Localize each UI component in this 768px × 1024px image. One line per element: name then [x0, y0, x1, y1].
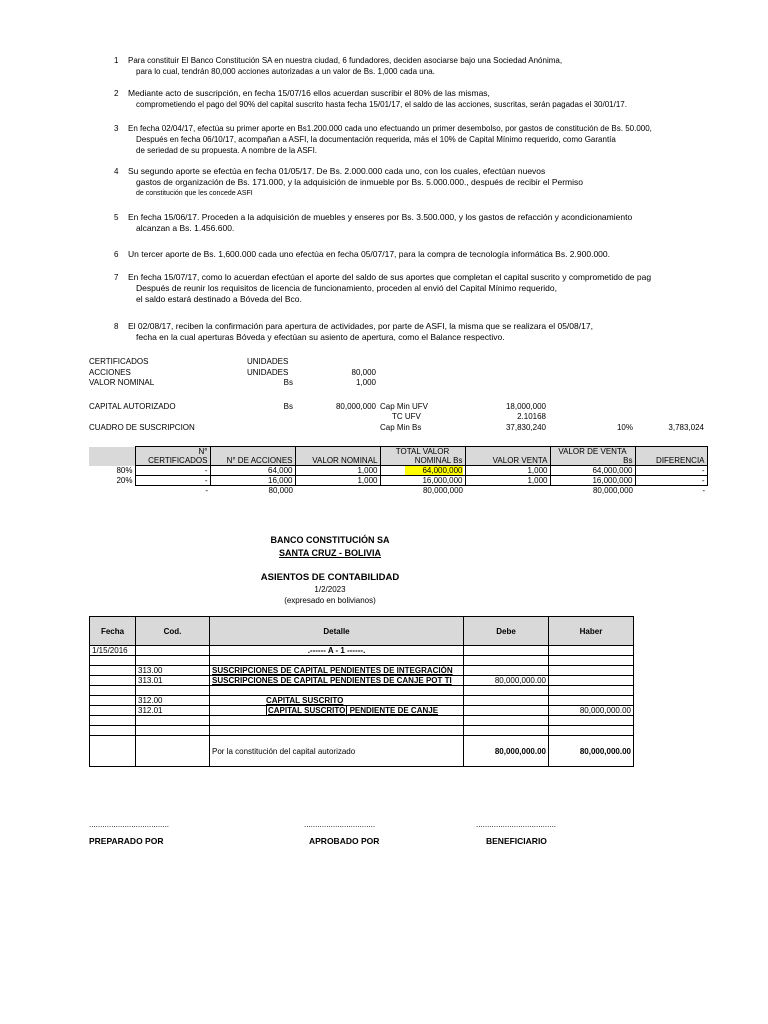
table-row	[90, 706, 634, 716]
table-cell: 1,000	[295, 466, 380, 476]
capital-autorizado-label: CAPITAL AUTORIZADO	[89, 402, 176, 411]
cap-min-ufv-value: 18,000,000	[505, 402, 546, 411]
total-cell	[295, 486, 380, 496]
bank-name: BANCO CONSTITUCIÓN SA	[270, 535, 390, 545]
col-acciones: N° DE ACCIONES	[210, 447, 295, 466]
signature-line-aprobado: ................................	[304, 820, 376, 829]
paragraph-line: gastos de organización de Bs. 171.000, y la adquisición de inmueble por Bs. 5.000.000., después de recibir el Permiso	[136, 177, 583, 187]
tc-ufv-label: TC UFV	[392, 412, 421, 421]
table-cell-highlight: 64,000,000	[380, 466, 465, 476]
journal-table	[89, 616, 634, 767]
table-cell: 1,000	[465, 476, 550, 486]
table-cell: -	[135, 476, 210, 486]
capital-autorizado-unit: Bs	[283, 402, 293, 411]
valor-nominal-label: VALOR NOMINAL	[89, 378, 155, 387]
cap-min-pct: 10%	[616, 423, 633, 432]
signature-line-preparado: ....................................	[89, 820, 170, 829]
total-cell: -	[702, 486, 705, 495]
paragraph-2	[114, 88, 627, 110]
table-cell: 16,000	[210, 476, 295, 486]
paragraph-line: comprometiendo el pago del 90% del capital suscrito hasta fecha 15/01/17, el saldo de las acciones, suscritas, serán pagadas el 30/01/17.	[136, 100, 627, 109]
paragraph-7	[114, 272, 652, 305]
table-totals-row	[90, 736, 634, 767]
paragraph-3	[114, 123, 652, 156]
page-title: ASIENTOS DE CONTABILIDAD	[260, 572, 400, 583]
table-row	[90, 716, 634, 726]
table-row	[90, 726, 634, 736]
account-code: 313.00	[136, 666, 210, 676]
table-cell: -	[635, 466, 707, 476]
table-row	[90, 696, 634, 706]
paragraph-line: En fecha 15/06/17. Proceden a la adquisición de muebles y enseres por Bs. 3.500.000, y los gastos de refacción y acondicionamiento	[128, 212, 633, 222]
header-detalle: Detalle	[210, 617, 464, 646]
haber-amount: 80,000,000.00	[549, 706, 634, 716]
paragraph-8	[114, 321, 593, 343]
total-debe: 80,000,000.00	[464, 736, 549, 767]
table-cell: 1,000	[465, 466, 550, 476]
total-cell: -	[205, 486, 208, 495]
total-cell	[465, 486, 550, 496]
cap-min-ufv-label: Cap Min UFV	[380, 402, 429, 411]
account-detail: CAPITAL SUSCRITO PENDIENTE DE CANJE	[210, 706, 464, 716]
bank-location: SANTA CRUZ - BOLIVIA	[279, 548, 381, 558]
table-header-row	[89, 447, 707, 466]
col-valor-de-venta: VALOR DE VENTA Bs	[550, 447, 635, 466]
acciones-unit: UNIDADES	[247, 368, 289, 377]
document-date: 1/2/2023	[314, 585, 346, 594]
account-detail: SUSCRIPCIONES DE CAPITAL PENDIENTES DE INTEGRACIÓN	[210, 666, 464, 676]
table-cell: 1,000	[295, 476, 380, 486]
table-cell: 16,000,000	[550, 476, 635, 486]
table-cell: -	[135, 466, 210, 476]
table-row	[89, 466, 707, 476]
preparado-por-label: PREPARADO POR	[89, 836, 164, 846]
table-cell: 64,000	[210, 466, 295, 476]
row-label: 20%	[116, 476, 133, 485]
table-cell: -	[635, 476, 707, 486]
certificados-label: CERTIFICADOS	[89, 357, 149, 366]
table-cell: 64,000,000	[550, 466, 635, 476]
certificados-unit: UNIDADES	[247, 357, 289, 366]
cap-min-result: 3,783,024	[668, 423, 704, 432]
paragraph-1	[114, 55, 563, 77]
paragraph-line: fecha en la cual aperturas Bóveda y efectúan su asiento de apertura, como el Balance respectivo.	[136, 332, 505, 342]
valor-nominal-unit: Bs	[283, 378, 293, 387]
paragraph-line: En fecha 15/07/17, como lo acuerdan efectúan el aporte del saldo de sus aportes que completan el capital suscrito y comprometido de pag	[128, 272, 652, 282]
account-code: 313.01	[136, 676, 210, 686]
suscripcion-table	[89, 446, 708, 495]
table-row	[90, 686, 634, 696]
paragraph-line: En fecha 02/04/17, efectúa su primer aporte en Bs1.200.000 cada uno efectuando un primer desembolso, por gastos de constitución de Bs. 50.000,	[128, 124, 652, 133]
paragraph-line: Mediante acto de suscripción, en fecha 15/07/16 ellos acuerdan suscribir el 80% de las mismas,	[128, 88, 490, 98]
col-total-valor: TOTAL VALOR NOMINAL Bs	[380, 447, 465, 466]
total-haber: 80,000,000.00	[549, 736, 634, 767]
header-fecha: Fecha	[90, 617, 136, 646]
col-valor-nominal: VALOR NOMINAL	[295, 447, 380, 466]
table-row	[90, 646, 634, 656]
paragraph-number: 3	[114, 124, 119, 133]
beneficiario-label: BENEFICIARIO	[486, 836, 547, 846]
cap-min-bs-value: 37,830,240	[505, 423, 546, 432]
account-code: 312.00	[136, 696, 210, 706]
cap-min-bs-label: Cap Min Bs	[380, 423, 422, 432]
tc-ufv-value: 2.10168	[517, 412, 546, 421]
acciones-label: ACCIONES	[89, 368, 131, 377]
paragraph-number: 1	[114, 56, 119, 65]
table-row	[90, 676, 634, 686]
col-certificados: N° CERTIFICADOS	[135, 447, 210, 466]
entry-date: 1/15/2016	[90, 646, 136, 656]
table-totals-row	[89, 486, 707, 496]
table-cell: 16,000,000	[380, 476, 465, 486]
paragraph-number: 5	[114, 213, 119, 222]
paragraph-line: Un tercer aporte de Bs. 1,600.000 cada uno efectúa en fecha 05/07/17, para la compra de tecnología informática Bs. 2.900.000.	[128, 249, 610, 259]
paragraph-number: 8	[114, 322, 119, 331]
debe-amount: 80,000,000.00	[464, 676, 549, 686]
paragraph-line: El 02/08/17, reciben la confirmación para apertura de actividades, por parte de ASFI, la misma que se realizara el 05/08/17,	[128, 321, 593, 331]
capital-autorizado-value: 80,000,000	[335, 402, 376, 411]
journal-header-row	[90, 617, 634, 646]
col-valor-venta: VALOR VENTA	[465, 447, 550, 466]
paragraph-line: Después en fecha 06/10/17, acompañan a ASFI, la documentación requerida, más el 10% de Capital Mínimo requerido, como Garantía	[136, 135, 616, 144]
header-haber: Haber	[549, 617, 634, 646]
acciones-value: 80,000	[351, 368, 376, 377]
paragraph-number: 4	[114, 167, 119, 176]
header-debe: Debe	[464, 617, 549, 646]
paragraph-number: 7	[114, 273, 119, 282]
header-cod: Cod.	[136, 617, 210, 646]
paragraph-line: de constitución que les concede ASFI	[136, 190, 253, 197]
paragraph-number: 6	[114, 250, 119, 259]
paragraph-line: alcanzan a Bs. 1.456.600.	[136, 223, 235, 233]
entry-label: .------ A - 1 ------.	[210, 646, 464, 656]
total-cell: 80,000,000	[422, 486, 463, 495]
total-cell: 80,000,000	[592, 486, 633, 495]
paragraph-6	[114, 249, 610, 260]
paragraph-5	[114, 212, 633, 234]
paragraph-line: de seriedad de su propuesta. A nombre de la ASFI.	[136, 146, 318, 155]
row-label: 80%	[116, 466, 133, 475]
account-detail: SUSCRIPCIONES DE CAPITAL PENDIENTES DE CANJE POT TI	[210, 676, 464, 686]
cuadro-suscripcion-label: CUADRO DE SUSCRIPCION	[89, 423, 195, 432]
paragraph-4	[114, 166, 583, 199]
account-code: 312.01	[136, 706, 210, 716]
account-detail: CAPITAL SUSCRITO	[210, 696, 464, 706]
currency-note: (expresado en bolivianos)	[284, 596, 376, 605]
table-row	[90, 656, 634, 666]
valor-nominal-value: 1,000	[355, 378, 376, 387]
table-row	[90, 666, 634, 676]
paragraph-line: Su segundo aporte se efectúa en fecha 01/05/17. De Bs. 2.000.000 cada uno, con los cuales, efectúan nuevos	[128, 166, 546, 176]
col-diferencia: DIFERENCIA	[635, 447, 707, 466]
table-row	[89, 476, 707, 486]
paragraph-line: para lo cual, tendrán 80,000 acciones autorizadas a un valor de Bs. 1,000 cada una.	[136, 67, 435, 76]
aprobado-por-label: APROBADO POR	[309, 836, 380, 846]
paragraph-line: Para constituir El Banco Constitución SA en nuestra ciudad, 6 fundadores, deciden asociarse bajo una Sociedad Anónima,	[128, 56, 563, 65]
signature-line-beneficiario: ....................................	[476, 820, 557, 829]
paragraph-line: Después de reunir los requisitos de licencia de funcionamiento, proceden al envió del Capital Mínimo requerido,	[136, 283, 557, 293]
glosa: Por la constitución del capital autorizado	[210, 736, 464, 767]
paragraph-line: el saldo estará destinado a Bóveda del Bco.	[136, 294, 302, 304]
total-cell: 80,000	[268, 486, 293, 495]
paragraph-number: 2	[114, 89, 119, 98]
